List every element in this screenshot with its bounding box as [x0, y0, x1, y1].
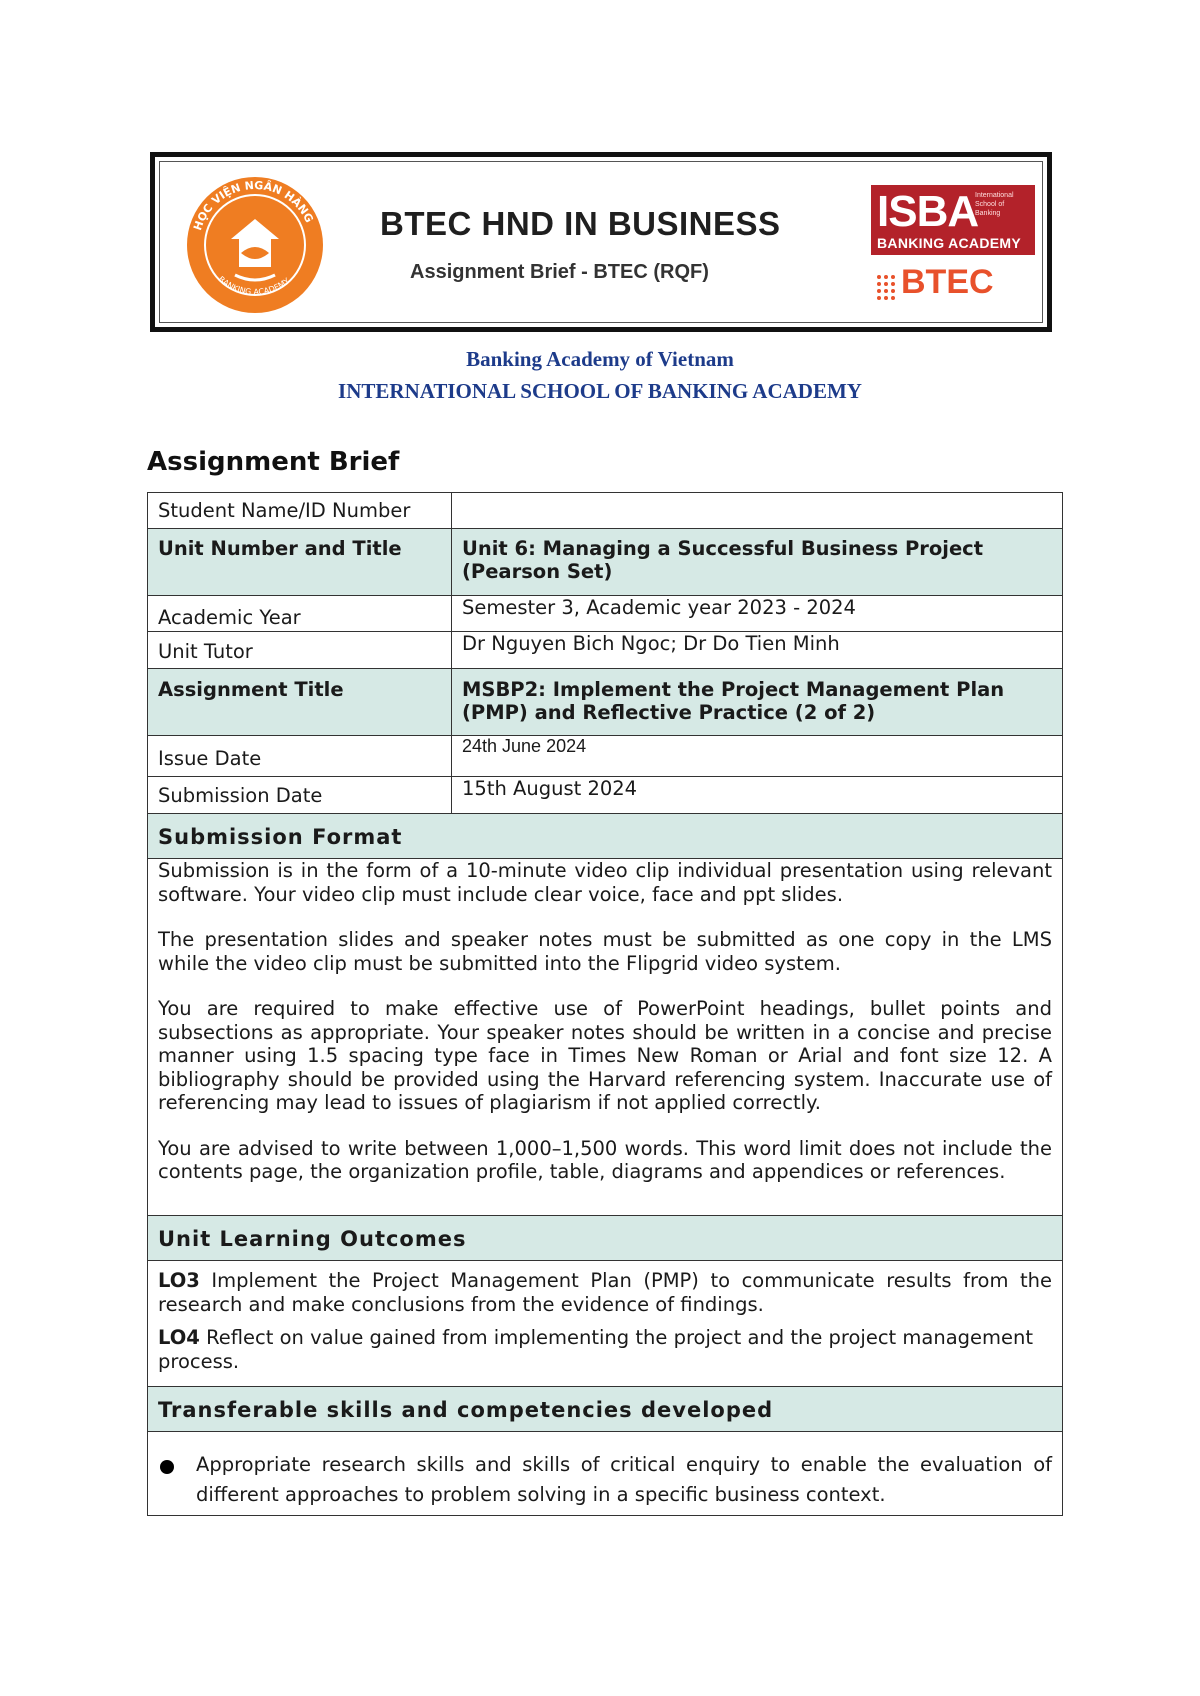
- table-row-tutor: [148, 632, 1063, 669]
- page-title: Assignment Brief: [147, 447, 400, 477]
- banner-title: BTEC HND IN BUSINESS: [380, 205, 781, 242]
- submission-date-value: 15th August 2024: [452, 777, 1063, 814]
- btec-logo: BTEC: [901, 263, 994, 301]
- table-row-skills-body: [148, 1432, 1063, 1516]
- table-row-submission-format-body: [148, 859, 1063, 1216]
- submission-format-body: [148, 859, 1063, 1216]
- skills-bullet-text: Appropriate research skills and skills of critical enquiry to enable the evaluation of different approaches to problem solving in a specific business context.: [196, 1453, 1052, 1506]
- table-row-skills-heading: [148, 1387, 1063, 1432]
- submission-date-label: Submission Date: [148, 777, 452, 814]
- unit-value: Unit 6: Managing a Successful Business Project (Pearson Set): [452, 529, 1063, 596]
- assignment-title-value: MSBP2: Implement the Project Management Plan (PMP) and Reflective Practice (2 of 2): [452, 669, 1063, 736]
- institution-name: Banking Academy of Vietnam: [466, 347, 734, 371]
- issue-date-value: 24th June 2024: [452, 736, 1063, 777]
- submission-format-paragraph: Submission is in the form of a 10-minute video clip individual presentation using relevant software. Your video clip must include clear voice, face and ppt slides.: [158, 859, 1052, 906]
- learning-outcomes-body: [148, 1261, 1063, 1387]
- isba-logo: [871, 185, 1035, 255]
- isba-logo-text: ISBA: [877, 187, 979, 236]
- table-row-learning-outcomes-body: [148, 1261, 1063, 1387]
- skills-heading: Transferable skills and competencies developed: [148, 1387, 1063, 1432]
- unit-tutor-label: Unit Tutor: [148, 632, 452, 669]
- svg-text:HỌC VIỆN NGÂN HÀNG: HỌC VIỆN NGÂN HÀNG: [191, 178, 316, 233]
- table-row-submission-format-heading: [148, 814, 1063, 859]
- submission-format-heading: Submission Format: [148, 814, 1063, 859]
- bullet-icon: [160, 1460, 174, 1474]
- lo4-code: LO4: [158, 1326, 200, 1349]
- student-label: Student Name/ID Number: [148, 493, 452, 529]
- svg-text:BANKING ACADEMY: BANKING ACADEMY: [216, 274, 292, 297]
- table-row-academic-year: [148, 596, 1063, 632]
- learning-outcome-lo3: [158, 1269, 1052, 1316]
- btec-dots-icon: [875, 273, 901, 303]
- academic-year-label: Academic Year: [148, 596, 452, 632]
- table-row-unit: [148, 529, 1063, 596]
- lo4-text: Reflect on value gained from implementing the project and the project management process.: [158, 1326, 1034, 1373]
- academic-year-value: Semester 3, Academic year 2023 - 2024: [452, 596, 1063, 632]
- submission-format-paragraph: You are required to make effective use of PowerPoint headings, bullet points and subsections as appropriate. Your speaker notes should be written in a concise and precise manner using 1.5 spacing type face in Times New Roman or Arial and font size 12. A bibliography should be provided using the Harvard referencing system. Inaccurate use of referencing may lead to issues of plagiarism if not applied correctly.: [158, 997, 1052, 1114]
- isba-logo-subtext: BANKING ACADEMY: [877, 235, 1021, 251]
- assignment-brief-table: [147, 492, 1063, 1516]
- unit-label: Unit Number and Title: [148, 529, 452, 596]
- table-row-learning-outcomes-heading: [148, 1216, 1063, 1261]
- skills-body: [148, 1432, 1063, 1516]
- lo3-code: LO3: [158, 1269, 200, 1292]
- table-row-assignment-title: [148, 669, 1063, 736]
- list-item: [158, 1450, 1052, 1510]
- submission-format-paragraph: You are advised to write between 1,000–1,500 words. This word limit does not include the contents page, the organization profile, table, diagrams and appendices or references.: [158, 1136, 1052, 1183]
- assignment-title-label: Assignment Title: [148, 669, 452, 736]
- submission-format-paragraph: The presentation slides and speaker notes must be submitted as one copy in the LMS while the video clip must be submitted into the Flipgrid video system.: [158, 928, 1052, 975]
- table-row-student: [148, 493, 1063, 529]
- header-banner: [150, 152, 1052, 332]
- table-row-issue-date: [148, 736, 1063, 777]
- student-value: [452, 493, 1063, 529]
- banner-subtitle: Assignment Brief - BTEC (RQF): [410, 261, 709, 283]
- learning-outcome-lo4: [158, 1326, 1052, 1373]
- banking-academy-seal-logo: [175, 175, 335, 315]
- isba-logo-small-text: International School of Banking: [975, 192, 1014, 217]
- institution-school-name: INTERNATIONAL SCHOOL OF BANKING ACADEMY: [338, 379, 862, 403]
- issue-date-label: Issue Date: [148, 736, 452, 777]
- learning-outcomes-heading: Unit Learning Outcomes: [148, 1216, 1063, 1261]
- unit-tutor-value: Dr Nguyen Bich Ngoc; Dr Do Tien Minh: [452, 632, 1063, 669]
- table-row-submission-date: [148, 777, 1063, 814]
- lo3-text: Implement the Project Management Plan (PMP) to communicate results from the research and make conclusions from the evidence of findings.: [158, 1269, 1052, 1316]
